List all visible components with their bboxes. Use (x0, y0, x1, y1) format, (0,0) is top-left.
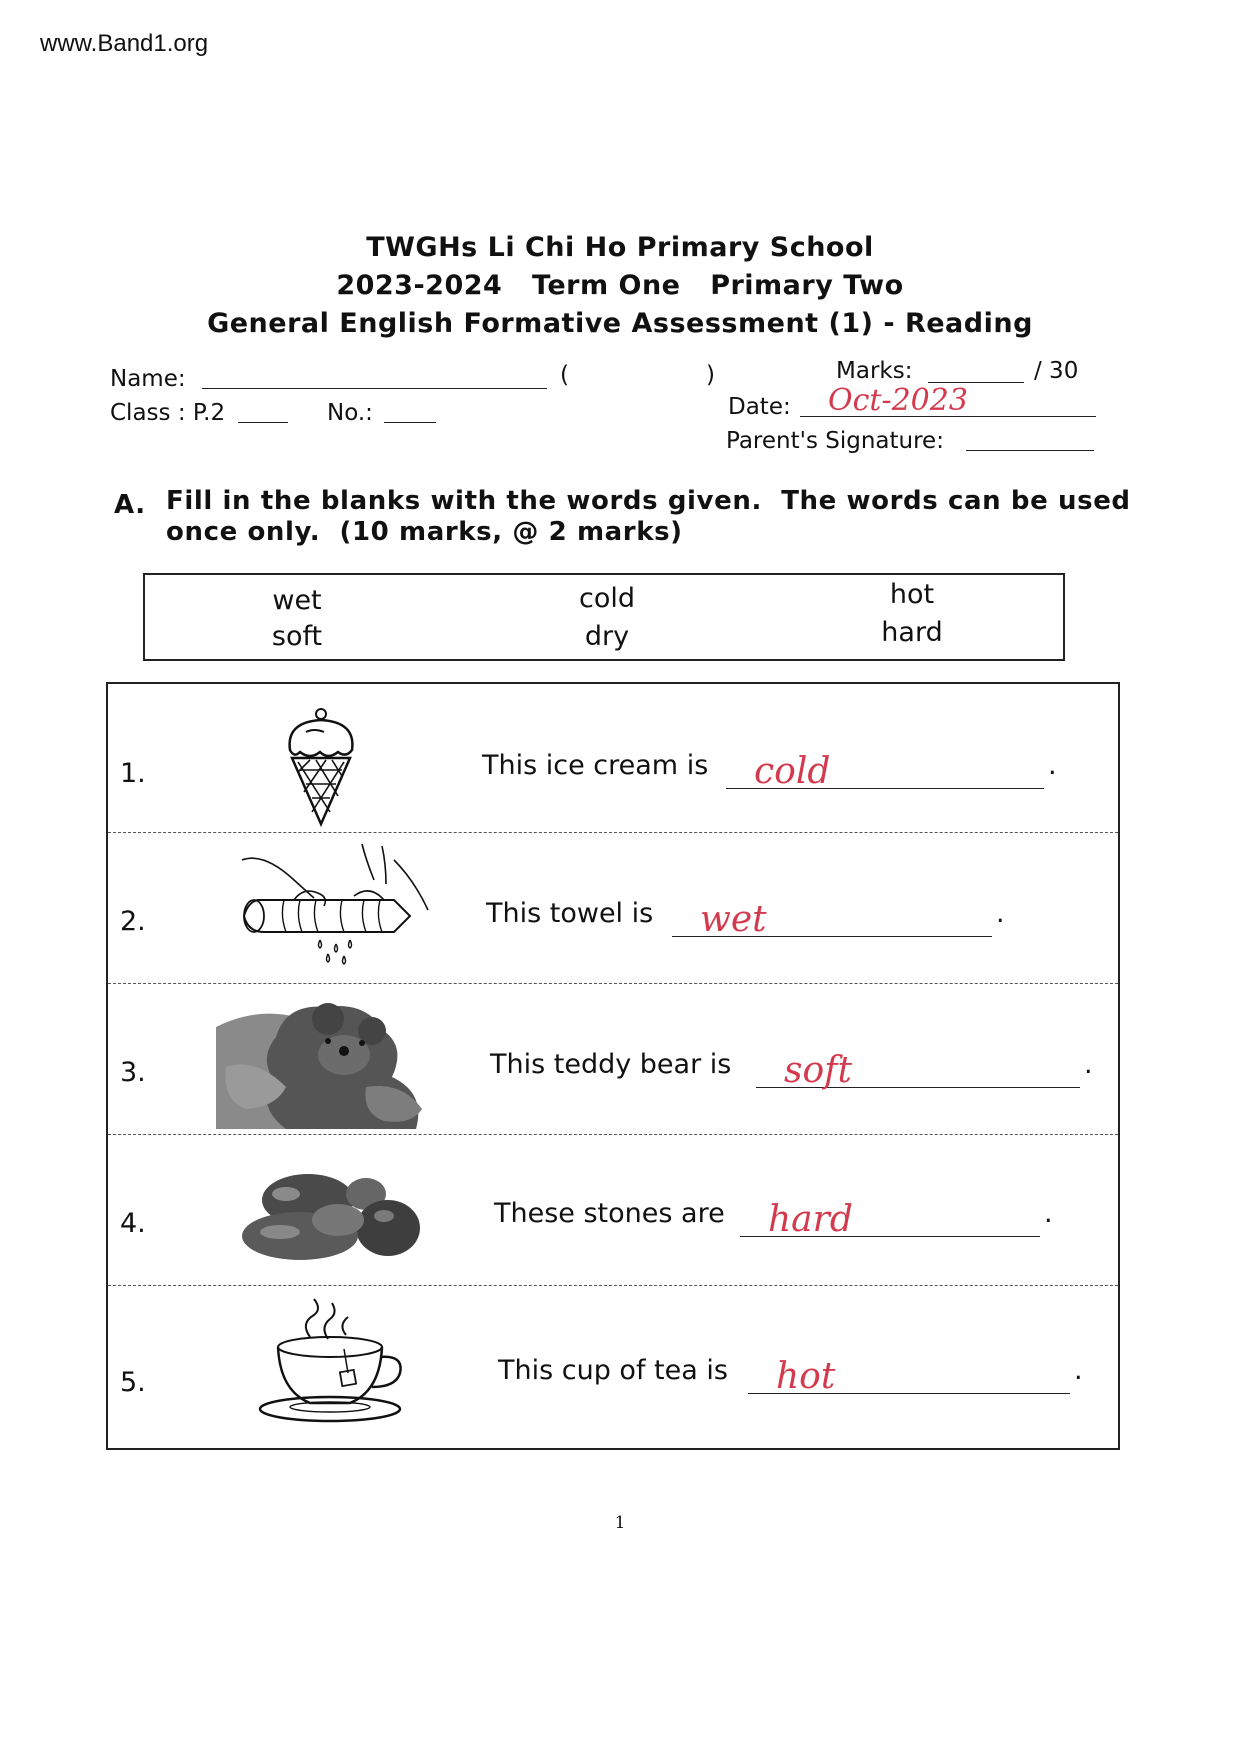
paren-close: ) (706, 362, 715, 388)
question-number: 3. (120, 1057, 146, 1088)
answer-blank[interactable] (748, 1356, 1070, 1397)
number-label: No.: (327, 400, 373, 426)
question-text: These stones are (494, 1198, 725, 1229)
answer-text: soft (784, 1050, 852, 1091)
question-text: This towel is (486, 898, 654, 929)
question-text: This teddy bear is (490, 1049, 732, 1080)
number-field[interactable] (384, 400, 436, 423)
question-number: 1. (120, 758, 146, 789)
class-label: Class : P.2 (110, 400, 226, 426)
answer-blank[interactable] (726, 751, 1044, 792)
school-title: TWGHs Li Chi Ho Primary School (366, 232, 874, 263)
period: . (1044, 1198, 1053, 1229)
paren-open: ( (560, 362, 569, 388)
word-bank-item: cold (578, 583, 635, 614)
date-value: Oct-2023 (828, 383, 968, 418)
class-field[interactable] (238, 400, 288, 423)
answer-blank[interactable] (756, 1050, 1080, 1091)
question-number: 4. (120, 1208, 146, 1239)
term-line: 2023-2024 Term One Primary Two (336, 270, 904, 301)
marks-total: / 30 (1034, 358, 1079, 384)
word-bank-item: hard (881, 617, 943, 648)
word-bank-item: wet (272, 585, 322, 616)
word-bank (143, 573, 1065, 661)
name-label: Name: (110, 366, 186, 392)
period: . (1074, 1355, 1083, 1386)
answer-text: hot (776, 1356, 836, 1397)
question-text: This ice cream is (482, 750, 709, 781)
tea-cup-icon (258, 1295, 422, 1429)
ice-cream-icon (276, 706, 366, 828)
question-row (108, 985, 1118, 1133)
signature-label: Parent's Signature: (726, 428, 944, 454)
word-bank-item: soft (271, 621, 323, 652)
answer-text: hard (768, 1199, 853, 1240)
date-field[interactable] (800, 384, 1096, 417)
answer-blank[interactable] (672, 899, 992, 940)
teddy-bear-icon (216, 997, 434, 1129)
questions-table (106, 682, 1120, 1450)
date-label: Date: (728, 394, 791, 420)
question-row (108, 834, 1118, 982)
period: . (1084, 1049, 1093, 1080)
period: . (1048, 750, 1057, 781)
page-number: 1 (614, 1513, 626, 1533)
question-row (108, 1287, 1118, 1445)
section-instruction-2: once only. (10 marks, @ 2 marks) (166, 517, 683, 547)
word-bank-item: dry (584, 621, 630, 652)
question-number: 5. (120, 1367, 146, 1398)
question-number: 2. (120, 906, 146, 937)
marks-label: Marks: (836, 358, 913, 384)
period: . (996, 898, 1005, 929)
question-row (108, 684, 1118, 832)
section-letter: A. (114, 490, 146, 520)
question-row (108, 1136, 1118, 1284)
question-text: This cup of tea is (498, 1355, 728, 1386)
answer-blank[interactable] (740, 1199, 1040, 1240)
name-field[interactable] (202, 366, 547, 389)
watermark: www.Band1.org (40, 30, 209, 57)
answer-text: wet (700, 899, 767, 940)
answer-text: cold (754, 751, 831, 792)
assessment-title: General English Formative Assessment (1) - Reading (207, 308, 1033, 339)
signature-field[interactable] (966, 428, 1094, 451)
section-instruction-1: Fill in the blanks with the words given. The words can be used (166, 486, 1131, 516)
word-bank-item: hot (889, 579, 935, 610)
marks-field[interactable] (928, 360, 1024, 383)
stones-icon (238, 1166, 422, 1264)
towel-icon (224, 840, 440, 966)
